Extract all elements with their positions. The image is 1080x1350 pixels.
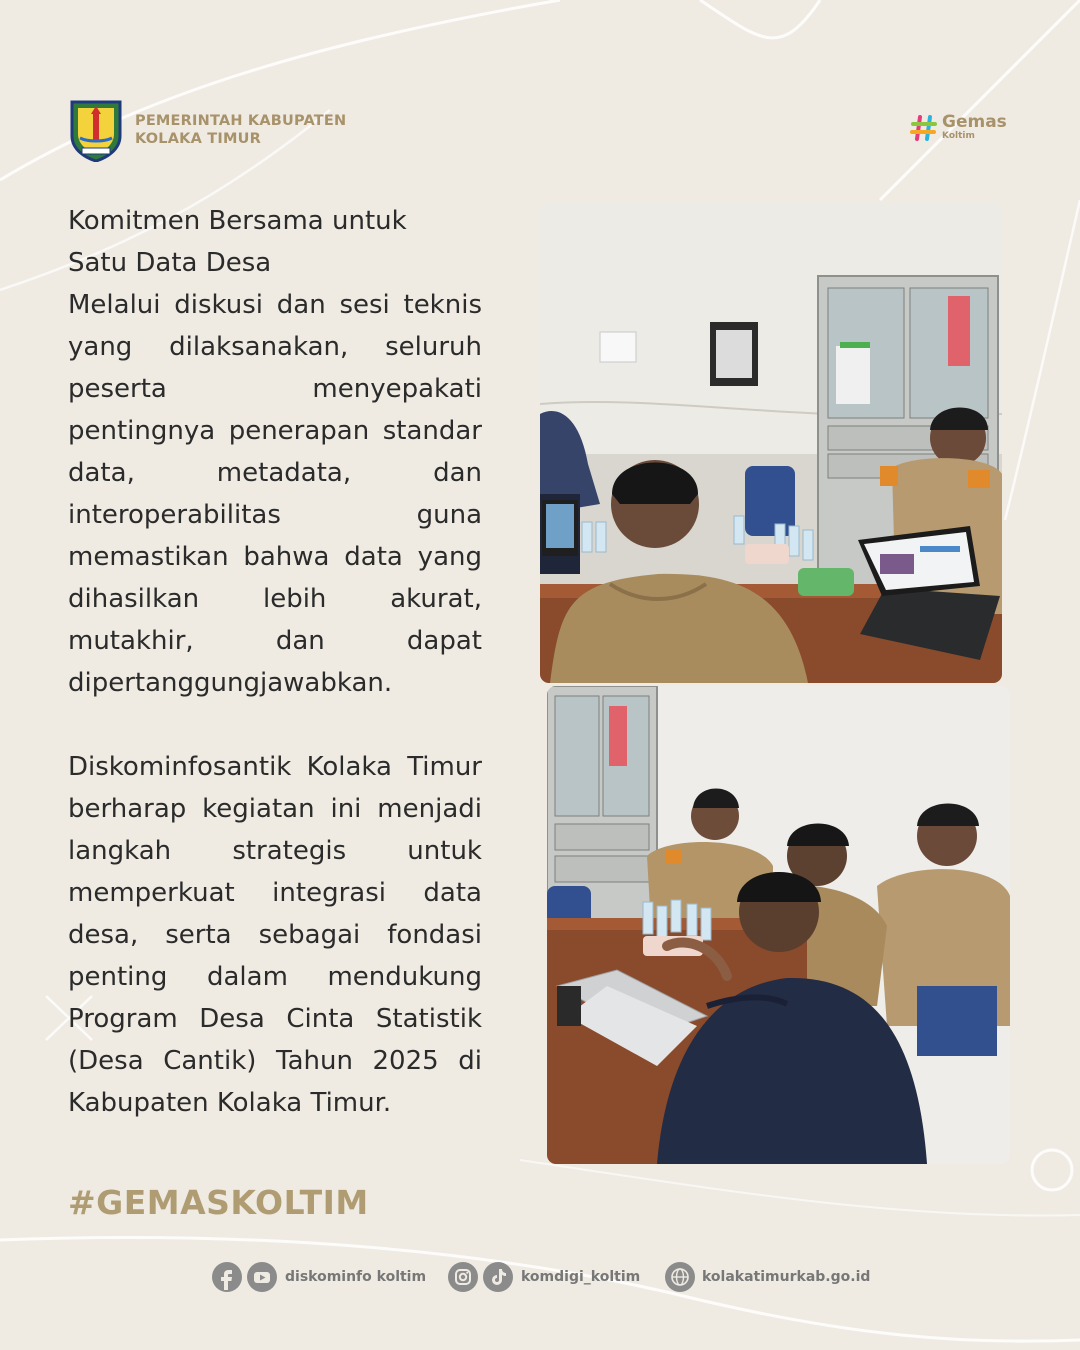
article-body bbox=[68, 200, 482, 1124]
instagram-tiktok-handle[interactable]: komdigi_koltim bbox=[521, 1269, 641, 1285]
globe-icon[interactable] bbox=[665, 1262, 695, 1292]
website-link[interactable]: kolakatimurkab.go.id bbox=[702, 1269, 871, 1285]
meeting-photo-2 bbox=[547, 686, 1010, 1164]
org-name bbox=[135, 112, 346, 148]
facebook-icon[interactable] bbox=[212, 1262, 242, 1292]
hashtag-logo-icon bbox=[910, 114, 938, 142]
instagram-icon[interactable] bbox=[448, 1262, 478, 1292]
brand-subname: Koltim bbox=[942, 131, 975, 141]
social-footer bbox=[0, 1262, 1080, 1294]
campaign-hashtag: #GEMASKOLTIM bbox=[68, 1183, 369, 1222]
tiktok-icon[interactable] bbox=[483, 1262, 513, 1292]
org-name-line2: KOLAKA TIMUR bbox=[135, 131, 261, 147]
facebook-youtube-handle[interactable]: diskominfo koltim bbox=[285, 1269, 427, 1285]
gemas-koltim-logo bbox=[910, 112, 1014, 146]
article-paragraph-1: Melalui diskusi dan sesi teknis yang dilaksanakan, seluruh peserta menyepakati pentingnya penerapan standar data, metadata, dan interoperabilitas guna memastikan bahwa data yang dihasilkan lebih akurat, mutakhir, dan dapat dipertanggungjawabkan. bbox=[68, 290, 482, 698]
org-name-line1: PEMERINTAH KABUPATEN bbox=[135, 113, 347, 129]
article-title-line1: Komitmen Bersama untuk bbox=[68, 206, 407, 236]
article-paragraph-2: Diskominfosantik Kolaka Timur berharap kegiatan ini menjadi langkah strategis untuk memperkuat integrasi data desa, serta sebagai fondasi penting dalam mendukung Program Desa Cinta Statistik (Desa Cantik) Tahun 2025 di Kabupaten Kolaka Timur. bbox=[68, 752, 482, 1118]
brand-name: Gemas bbox=[942, 112, 1007, 132]
kolaka-timur-emblem-icon bbox=[68, 98, 124, 162]
meeting-photo-1 bbox=[540, 204, 1002, 683]
article-title-line2: Satu Data Desa bbox=[68, 248, 272, 278]
youtube-icon[interactable] bbox=[247, 1262, 277, 1292]
